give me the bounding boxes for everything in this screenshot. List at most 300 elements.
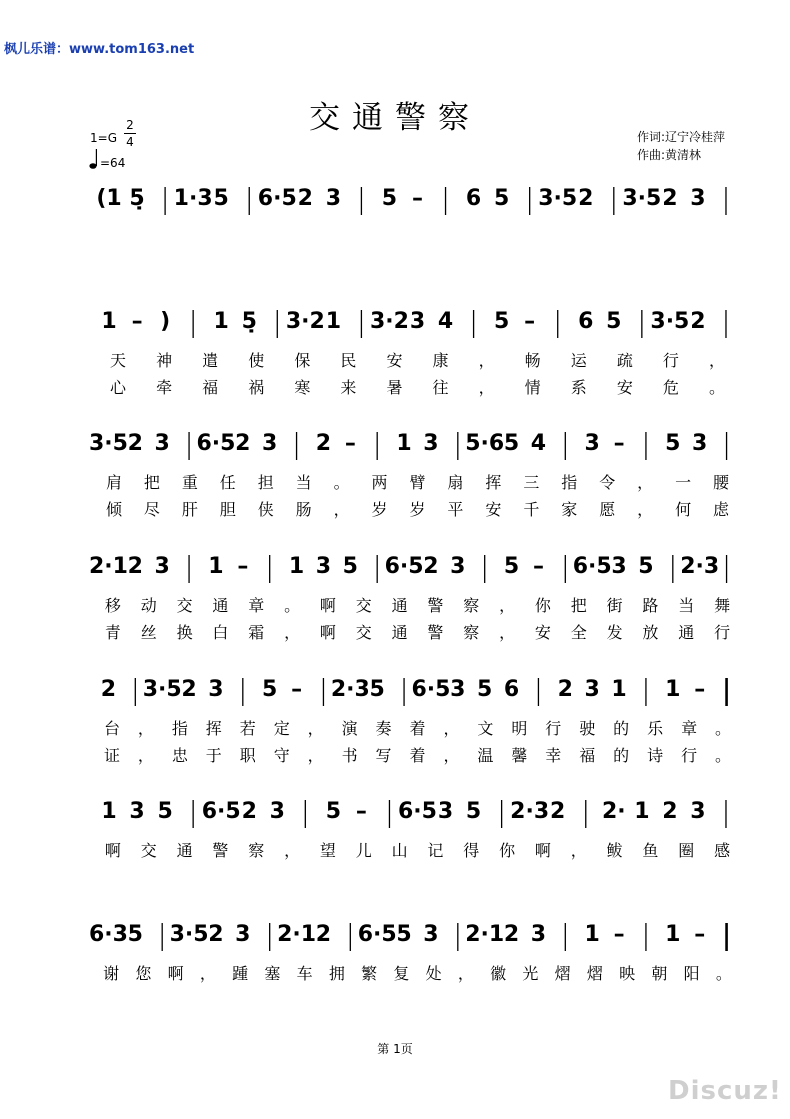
lyric-char: 幸 bbox=[545, 746, 562, 765]
note: – bbox=[613, 922, 625, 947]
note: 3 bbox=[154, 554, 170, 579]
note: 6·5 bbox=[357, 922, 397, 947]
lyric-char: 来 bbox=[340, 378, 357, 397]
note: 3 bbox=[584, 431, 600, 456]
lyric-char: 处 bbox=[425, 964, 442, 983]
lyric-char: 明 bbox=[511, 719, 528, 738]
note: 2 bbox=[423, 554, 439, 579]
lyric-char: 你 bbox=[499, 841, 516, 860]
note: 2·1 bbox=[465, 922, 505, 947]
lyric-char: 三 bbox=[523, 473, 540, 492]
lyric-char: 忠 bbox=[171, 746, 188, 765]
note: 5 bbox=[477, 677, 493, 702]
lyric-char: 。 bbox=[708, 378, 725, 397]
lyric-char: 诗 bbox=[647, 746, 664, 765]
lyric-char: 指 bbox=[171, 719, 188, 738]
lyric-char: 康 bbox=[432, 351, 449, 370]
lyric-char: 肠 bbox=[295, 500, 312, 519]
lyric-char: 馨 bbox=[511, 746, 528, 765]
note: 6·5 bbox=[384, 554, 424, 579]
lyric-char: 鲅 bbox=[606, 841, 623, 860]
lyric-char: 奏 bbox=[375, 719, 392, 738]
note: 5 bbox=[157, 799, 173, 824]
lyric-char: 交 bbox=[355, 623, 372, 642]
note: 1 bbox=[611, 677, 627, 702]
note: 5 bbox=[396, 922, 412, 947]
lyric-char: 写 bbox=[375, 746, 392, 765]
note: 3 bbox=[690, 799, 706, 824]
note: 5 bbox=[493, 186, 510, 211]
note: 5̣ bbox=[241, 309, 257, 334]
lyric-char: 拥 bbox=[328, 964, 345, 983]
lyric-char: 平 bbox=[447, 500, 464, 519]
lyric-char: 当 bbox=[678, 596, 695, 615]
note: 4 bbox=[437, 309, 454, 334]
note: 3 bbox=[154, 431, 170, 456]
note: 1 bbox=[208, 554, 224, 579]
lyric-char: 遣 bbox=[202, 351, 219, 370]
note: 3 bbox=[450, 677, 466, 702]
lyric-char: 熠 bbox=[586, 964, 603, 983]
lyric-char: ， bbox=[457, 964, 474, 983]
lyric-char: ， bbox=[708, 351, 725, 370]
lyric-char: 担 bbox=[257, 473, 274, 492]
lyric-char: 得 bbox=[463, 841, 480, 860]
lyric-char: 挥 bbox=[485, 473, 502, 492]
note: 2 bbox=[100, 677, 117, 702]
lyric-char: 复 bbox=[393, 964, 410, 983]
lyric-char: 街 bbox=[606, 596, 623, 615]
lyric-char: 青 bbox=[104, 623, 121, 642]
lyric-char: 侠 bbox=[257, 500, 274, 519]
score-system bbox=[101, 309, 726, 397]
score-system bbox=[96, 186, 726, 215]
lyric-char: ， bbox=[499, 596, 516, 615]
lyric-char: 警 bbox=[427, 623, 444, 642]
lyric-char: 挥 bbox=[205, 719, 222, 738]
lyric-char: 行 bbox=[662, 351, 679, 370]
lyric-char: ， bbox=[307, 746, 324, 765]
note: 3·5 bbox=[88, 431, 128, 456]
lyric-char: 肝 bbox=[181, 500, 198, 519]
lyric-char: 繁 bbox=[361, 964, 378, 983]
note: 1 bbox=[288, 554, 305, 579]
note: 6·5 bbox=[398, 799, 437, 824]
note: 5 bbox=[262, 677, 278, 702]
note: 6·5 bbox=[201, 799, 241, 824]
watermark-logo: Discuz! bbox=[668, 1076, 782, 1106]
lyric-char: ， bbox=[637, 473, 654, 492]
lyric-char: 福 bbox=[579, 746, 596, 765]
lyric-char: 熠 bbox=[554, 964, 571, 983]
note: 2 bbox=[181, 677, 197, 702]
lyric-char: ， bbox=[137, 719, 154, 738]
note: 2· bbox=[601, 799, 626, 824]
note: 6·5 bbox=[196, 431, 236, 456]
lyric-char: ， bbox=[499, 623, 516, 642]
lyric-char: 踵 bbox=[232, 964, 249, 983]
note: 3 bbox=[235, 922, 251, 947]
lyric-char: 章 bbox=[248, 596, 265, 615]
lyric-char: 的 bbox=[613, 746, 630, 765]
lyric-char: 。 bbox=[715, 964, 732, 983]
lyric-char: 交 bbox=[176, 596, 193, 615]
note: 1·3 bbox=[173, 186, 213, 211]
note: 3·5 bbox=[169, 922, 209, 947]
lyric-char: 民 bbox=[340, 351, 357, 370]
lyric-char: 情 bbox=[524, 378, 541, 397]
note: – bbox=[694, 677, 706, 702]
note: (1 bbox=[96, 186, 122, 211]
lyric-char: ， bbox=[637, 500, 654, 519]
lyric-char: 察 bbox=[248, 841, 265, 860]
composer-credit: 作曲:黄清林 bbox=[637, 148, 702, 162]
note: 3·5 bbox=[650, 309, 690, 334]
lyric-char: 台 bbox=[103, 719, 120, 738]
note: 5 bbox=[369, 677, 385, 702]
note: 2 bbox=[557, 677, 573, 702]
lyric-char: 安 bbox=[485, 500, 502, 519]
note: 5 bbox=[465, 799, 482, 824]
lyric-char: 交 bbox=[355, 596, 372, 615]
note: 5 bbox=[503, 554, 520, 579]
note: 5 bbox=[213, 186, 229, 211]
note: 1 bbox=[634, 799, 650, 824]
lyric-char: 着 bbox=[409, 746, 426, 765]
note: 3·5 bbox=[538, 186, 578, 211]
lyric-char: ， bbox=[443, 719, 460, 738]
note: 3·2 bbox=[285, 309, 325, 334]
lyric-char: 移 bbox=[104, 596, 121, 615]
note: 2 bbox=[297, 186, 313, 211]
note: 2 bbox=[315, 922, 332, 947]
lyric-char: 岁 bbox=[371, 500, 388, 519]
note: 5 bbox=[606, 309, 622, 334]
note: 3 bbox=[692, 431, 708, 456]
lyric-char: 虑 bbox=[713, 500, 730, 519]
note: 5 bbox=[381, 186, 398, 211]
note: – bbox=[291, 677, 303, 702]
lyric-char: 的 bbox=[613, 719, 630, 738]
note: 6 bbox=[465, 186, 482, 211]
note: 5 bbox=[665, 431, 681, 456]
lyric-char: 暑 bbox=[386, 378, 403, 397]
lyric-char: 祸 bbox=[248, 378, 265, 397]
note: 3 bbox=[423, 431, 439, 456]
lyric-char: 啊 bbox=[104, 841, 121, 860]
lyric-char: 使 bbox=[248, 351, 265, 370]
note: – bbox=[524, 309, 536, 334]
note: – bbox=[694, 922, 706, 947]
note: 2 bbox=[235, 431, 251, 456]
lyric-char: 于 bbox=[205, 746, 222, 765]
lyric-char: 重 bbox=[181, 473, 198, 492]
lyric-char: 天 bbox=[110, 351, 127, 370]
lyric-char: 两 bbox=[371, 473, 388, 492]
lyric-char: 通 bbox=[176, 841, 193, 860]
lyric-char: 啊 bbox=[319, 623, 336, 642]
note: 3 bbox=[409, 309, 426, 334]
note: – bbox=[412, 186, 423, 211]
lyric-char: 把 bbox=[143, 473, 160, 492]
note: – bbox=[344, 431, 356, 456]
note: 5̣ bbox=[129, 186, 145, 211]
lyric-char: 千 bbox=[523, 500, 540, 519]
lyric-char: 胆 bbox=[219, 500, 236, 519]
time-bottom: 4 bbox=[126, 135, 134, 149]
lyric-char: 通 bbox=[212, 596, 229, 615]
lyric-char: 危 bbox=[662, 378, 679, 397]
lyric-char: 寒 bbox=[294, 378, 311, 397]
note: 1 bbox=[213, 309, 229, 334]
lyric-char: 书 bbox=[341, 746, 358, 765]
lyric-char: 舞 bbox=[714, 596, 731, 615]
note: 3·2 bbox=[369, 309, 409, 334]
note: 3 bbox=[269, 799, 285, 824]
note: 2 bbox=[662, 186, 678, 211]
lyric-char: 任 bbox=[219, 473, 236, 492]
note: 2 bbox=[241, 799, 257, 824]
lyric-char: 谢 bbox=[103, 964, 120, 983]
lyric-char: 牵 bbox=[156, 378, 173, 397]
lyric-char: 当 bbox=[295, 473, 312, 492]
lyric-char: 安 bbox=[616, 378, 633, 397]
lyric-char: 腰 bbox=[713, 473, 730, 492]
lyric-char: 岁 bbox=[409, 500, 426, 519]
note: 2 bbox=[662, 799, 678, 824]
note: 2 bbox=[208, 922, 224, 947]
lyric-char: 文 bbox=[477, 719, 494, 738]
note: 2·3 bbox=[330, 677, 370, 702]
lyric-char: 通 bbox=[391, 623, 408, 642]
note: 6·5 bbox=[257, 186, 297, 211]
lyric-char: 徽 bbox=[490, 964, 507, 983]
lyric-char: 安 bbox=[534, 623, 551, 642]
lyric-char: 章 bbox=[681, 719, 698, 738]
note: 1 bbox=[101, 799, 117, 824]
lyric-char: ， bbox=[333, 500, 350, 519]
lyric-char: 肩 bbox=[105, 473, 122, 492]
lyric-char: 塞 bbox=[264, 964, 281, 983]
lyric-char: 保 bbox=[294, 351, 311, 370]
lyric-char: 系 bbox=[570, 378, 587, 397]
song-title: 交通警察 bbox=[309, 100, 481, 136]
score-system bbox=[89, 554, 730, 642]
lyric-char: 发 bbox=[606, 623, 623, 642]
lyric-char: 。 bbox=[715, 719, 732, 738]
note: 1 bbox=[584, 922, 600, 947]
lyric-char: ， bbox=[284, 841, 301, 860]
lyric-char: 何 bbox=[675, 500, 692, 519]
lyric-char: 啊 bbox=[319, 596, 336, 615]
lyric-char: 路 bbox=[642, 596, 659, 615]
note: 1 bbox=[396, 431, 412, 456]
lyric-char: 车 bbox=[296, 964, 313, 983]
lyric-char: 记 bbox=[427, 841, 444, 860]
note: 3 bbox=[315, 554, 332, 579]
tempo-mark: =64 bbox=[100, 156, 126, 170]
lyric-char: ， bbox=[478, 351, 495, 370]
lyric-char: 畅 bbox=[524, 351, 541, 370]
time-top: 2 bbox=[126, 118, 134, 132]
lyric-char: 全 bbox=[570, 623, 587, 642]
note: 6 bbox=[578, 309, 594, 334]
note: 5 bbox=[638, 554, 654, 579]
note: 2·1 bbox=[88, 554, 128, 579]
note: 6·3 bbox=[88, 922, 128, 947]
lyric-char: 换 bbox=[176, 623, 193, 642]
lyricist-credit: 作词:辽宁冷桂萍 bbox=[637, 130, 726, 144]
lyric-char: 安 bbox=[386, 351, 403, 370]
note: 2·1 bbox=[277, 922, 317, 947]
lyric-char: 霜 bbox=[248, 623, 265, 642]
lyric-char: 动 bbox=[140, 596, 157, 615]
lyric-char: 家 bbox=[561, 500, 578, 519]
lyric-char: 倾 bbox=[105, 500, 122, 519]
lyric-char: 神 bbox=[156, 351, 173, 370]
lyric-char: 尽 bbox=[143, 500, 160, 519]
note: 2 bbox=[690, 309, 706, 334]
note: 2·3 bbox=[510, 799, 550, 824]
note: 6·5 bbox=[572, 554, 612, 579]
lyric-char: 圈 bbox=[678, 841, 695, 860]
lyric-char: 通 bbox=[391, 596, 408, 615]
note: – bbox=[237, 554, 249, 579]
lyric-char: 。 bbox=[284, 596, 301, 615]
lyric-char: 指 bbox=[561, 473, 578, 492]
lyric-char: 若 bbox=[239, 719, 256, 738]
note: 3·5 bbox=[622, 186, 662, 211]
lyric-char: 行 bbox=[681, 746, 698, 765]
lyric-char: 令 bbox=[599, 473, 616, 492]
lyric-char: 驶 bbox=[579, 719, 596, 738]
score-system bbox=[101, 677, 731, 765]
lyric-char: ， bbox=[307, 719, 324, 738]
lyric-char: 山 bbox=[391, 841, 408, 860]
lyric-char: 把 bbox=[570, 596, 587, 615]
lyric-char: 啊 bbox=[167, 964, 184, 983]
lyric-char: ， bbox=[570, 841, 587, 860]
note: 5 bbox=[503, 431, 520, 456]
lyric-char: 守 bbox=[273, 746, 290, 765]
note: 6·5 bbox=[411, 677, 451, 702]
score-system bbox=[101, 799, 730, 860]
note: – bbox=[355, 799, 367, 824]
lyric-char: ， bbox=[284, 623, 301, 642]
note: 2 bbox=[503, 922, 520, 947]
note: 5 bbox=[493, 309, 510, 334]
score-system bbox=[89, 922, 732, 983]
lyric-char: 温 bbox=[477, 746, 494, 765]
note: ) bbox=[160, 309, 171, 334]
lyric-char: 。 bbox=[715, 746, 732, 765]
key-signature: 1=G bbox=[90, 131, 117, 145]
lyric-char: ， bbox=[137, 746, 154, 765]
note: 2 bbox=[578, 186, 594, 211]
lyric-char: 望 bbox=[319, 841, 336, 860]
lyric-char: 察 bbox=[463, 623, 480, 642]
note: 2 bbox=[550, 799, 566, 824]
lyric-char: 一 bbox=[675, 473, 692, 492]
note: 3 bbox=[129, 799, 145, 824]
lyric-char: 啊 bbox=[534, 841, 551, 860]
lyric-char: 察 bbox=[463, 596, 480, 615]
lyric-char: 心 bbox=[110, 378, 127, 397]
lyric-char: 臂 bbox=[409, 473, 426, 492]
lyric-char: 朝 bbox=[651, 964, 668, 983]
lyric-char: 运 bbox=[570, 351, 587, 370]
lyric-char: 放 bbox=[642, 623, 659, 642]
score-system bbox=[89, 431, 730, 519]
lyric-char: 演 bbox=[341, 719, 358, 738]
lyric-char: ， bbox=[443, 746, 460, 765]
note: 2 bbox=[127, 431, 143, 456]
lyric-char: 鱼 bbox=[642, 841, 659, 860]
note: 3 bbox=[530, 922, 547, 947]
lyric-char: 白 bbox=[212, 623, 229, 642]
note: 3 bbox=[423, 922, 439, 947]
note: 4 bbox=[530, 431, 547, 456]
note: 5·6 bbox=[465, 431, 505, 456]
lyric-char: 交 bbox=[140, 841, 157, 860]
lyric-char: 行 bbox=[545, 719, 562, 738]
lyric-char: ， bbox=[478, 378, 495, 397]
lyric-char: 证 bbox=[103, 746, 120, 765]
lyric-char: ， bbox=[199, 964, 216, 983]
note: – bbox=[131, 309, 143, 334]
note: 1 bbox=[325, 309, 342, 334]
lyric-char: 通 bbox=[678, 623, 695, 642]
note: – bbox=[532, 554, 544, 579]
note: 3 bbox=[208, 677, 224, 702]
lyric-char: 感 bbox=[714, 841, 731, 860]
lyric-char: 阳 bbox=[683, 964, 700, 983]
lyric-char: 职 bbox=[239, 746, 256, 765]
note: 1 bbox=[665, 677, 681, 702]
lyric-char: 警 bbox=[212, 841, 229, 860]
note: 3 bbox=[262, 431, 278, 456]
note: 3 bbox=[584, 677, 600, 702]
note: 3 bbox=[437, 799, 454, 824]
lyric-char: 行 bbox=[714, 623, 731, 642]
lyric-char: 定 bbox=[273, 719, 290, 738]
lyric-char: 警 bbox=[427, 596, 444, 615]
lyric-char: 你 bbox=[534, 596, 551, 615]
lyric-char: 往 bbox=[432, 378, 449, 397]
lyric-char: 着 bbox=[409, 719, 426, 738]
note: 2 bbox=[127, 554, 143, 579]
lyric-char: 疏 bbox=[616, 351, 633, 370]
note: 3·5 bbox=[142, 677, 182, 702]
note: 5 bbox=[127, 922, 143, 947]
note: 2·3 bbox=[680, 554, 720, 579]
note: 3 bbox=[611, 554, 627, 579]
note: – bbox=[613, 431, 625, 456]
lyric-char: 您 bbox=[135, 964, 152, 983]
note: 6 bbox=[503, 677, 520, 702]
note: 3 bbox=[450, 554, 466, 579]
note: 3 bbox=[325, 186, 342, 211]
lyric-char: 愿 bbox=[599, 500, 616, 519]
site-banner: 枫儿乐谱：www.tom163.net bbox=[4, 42, 195, 57]
note: 5 bbox=[325, 799, 342, 824]
note: 5 bbox=[342, 554, 358, 579]
lyric-char: 光 bbox=[522, 964, 539, 983]
note: 1 bbox=[101, 309, 117, 334]
lyric-char: 丝 bbox=[140, 623, 157, 642]
lyric-char: 乐 bbox=[647, 719, 664, 738]
note: 3 bbox=[690, 186, 706, 211]
